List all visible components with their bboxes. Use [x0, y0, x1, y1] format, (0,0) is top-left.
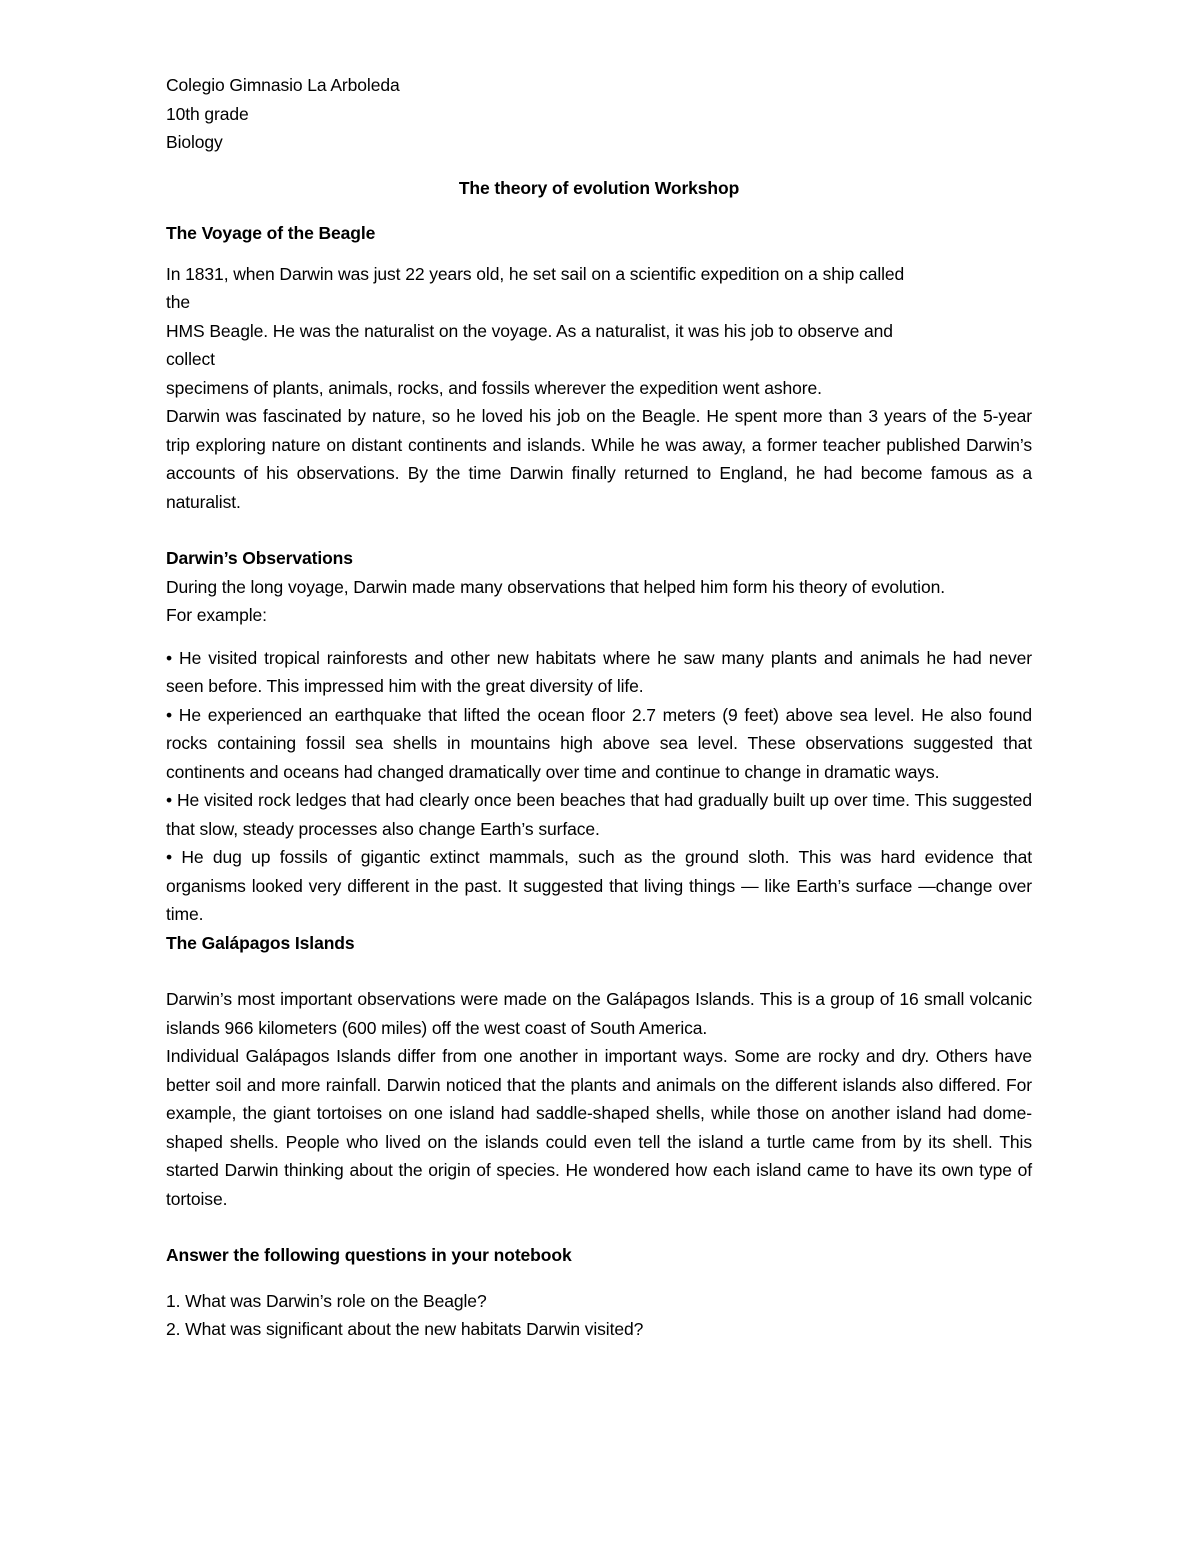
list-item: • He visited rock ledges that had clearly once been beaches that had gradually built up over time. This suggested that slow, steady processes also change Earth’s surface.	[166, 790, 1032, 839]
section-heading-observations: Darwin’s Observations	[166, 548, 353, 568]
question-item: 1. What was Darwin’s role on the Beagle?	[166, 1290, 487, 1311]
questions-list	[166, 1287, 1032, 1344]
grade-label: 10th grade	[166, 103, 249, 124]
document-header	[166, 71, 1032, 157]
for-example-label: For example:	[166, 605, 267, 625]
text-line: In 1831, when Darwin was just 22 years old, he set sail on a scientific expedition on a ship called	[166, 263, 905, 284]
questions-heading: Answer the following questions in your notebook	[166, 1245, 572, 1265]
text-line: the	[166, 292, 191, 312]
observations-list	[166, 644, 1032, 929]
voyage-paragraph-1	[166, 260, 1032, 403]
document-title: The theory of evolution Workshop	[458, 177, 740, 198]
text-line: HMS Beagle. He was the naturalist on the voyage. As a naturalist, it was his job to observe and	[166, 320, 893, 341]
subject-label: Biology	[166, 132, 223, 152]
section-heading-voyage: The Voyage of the Beagle	[166, 223, 376, 243]
text-line: collect	[166, 349, 215, 369]
voyage-paragraph-2: Darwin was fascinated by nature, so he loved his job on the Beagle. He spent more than 3 years of the 5-year trip exploring nature on distant continents and islands. While he was away, a former teacher published Darwin’s accounts of his observations. By the time Darwin finally returned to England, he had become famous as a naturalist.	[166, 406, 1032, 512]
galapagos-paragraph-1: Darwin’s most important observations were made on the Galápagos Islands. This is a group of 16 small volcanic islands 966 kilometers (600 miles) off the west coast of South America.	[166, 989, 1032, 1038]
galapagos-paragraph-2: Individual Galápagos Islands differ from one another in important ways. Some are rocky and dry. Others have better soil and more rainfall. Darwin noticed that the plants and animals on the different islands also differed. For example, the giant tortoises on one island had saddle-shaped shells, while those on another island had dome-shaped shells. People who lived on the islands could even tell the island a turtle came from by its shell. This started Darwin thinking about the origin of species. He wondered how each island came to have its own type of tortoise.	[166, 1046, 1032, 1209]
list-item: • He dug up fossils of gigantic extinct mammals, such as the ground sloth. This was hard evidence that organisms looked very different in the past. It suggested that living things — like Earth’s surface —change over time.	[166, 847, 1032, 924]
list-item: • He visited tropical rainforests and other new habitats where he saw many plants and animals he had never seen before. This impressed him with the great diversity of life.	[166, 647, 1032, 696]
question-item: 2. What was significant about the new habitats Darwin visited?	[166, 1319, 644, 1339]
observations-intro: During the long voyage, Darwin made many observations that helped him form his theory of evolution.	[166, 576, 945, 597]
list-item: • He experienced an earthquake that lifted the ocean floor 2.7 meters (9 feet) above sea level. He also found rocks containing fossil sea shells in mountains high above sea level. These observations suggested that continents and oceans had changed dramatically over time and continue to change in dramatic ways.	[166, 704, 1032, 782]
section-heading-galapagos: The Galápagos Islands	[166, 932, 355, 953]
school-name: Colegio Gimnasio La Arboleda	[166, 75, 400, 95]
text-line: specimens of plants, animals, rocks, and fossils wherever the expedition went ashore.	[166, 377, 822, 398]
document-page	[166, 71, 1032, 1344]
